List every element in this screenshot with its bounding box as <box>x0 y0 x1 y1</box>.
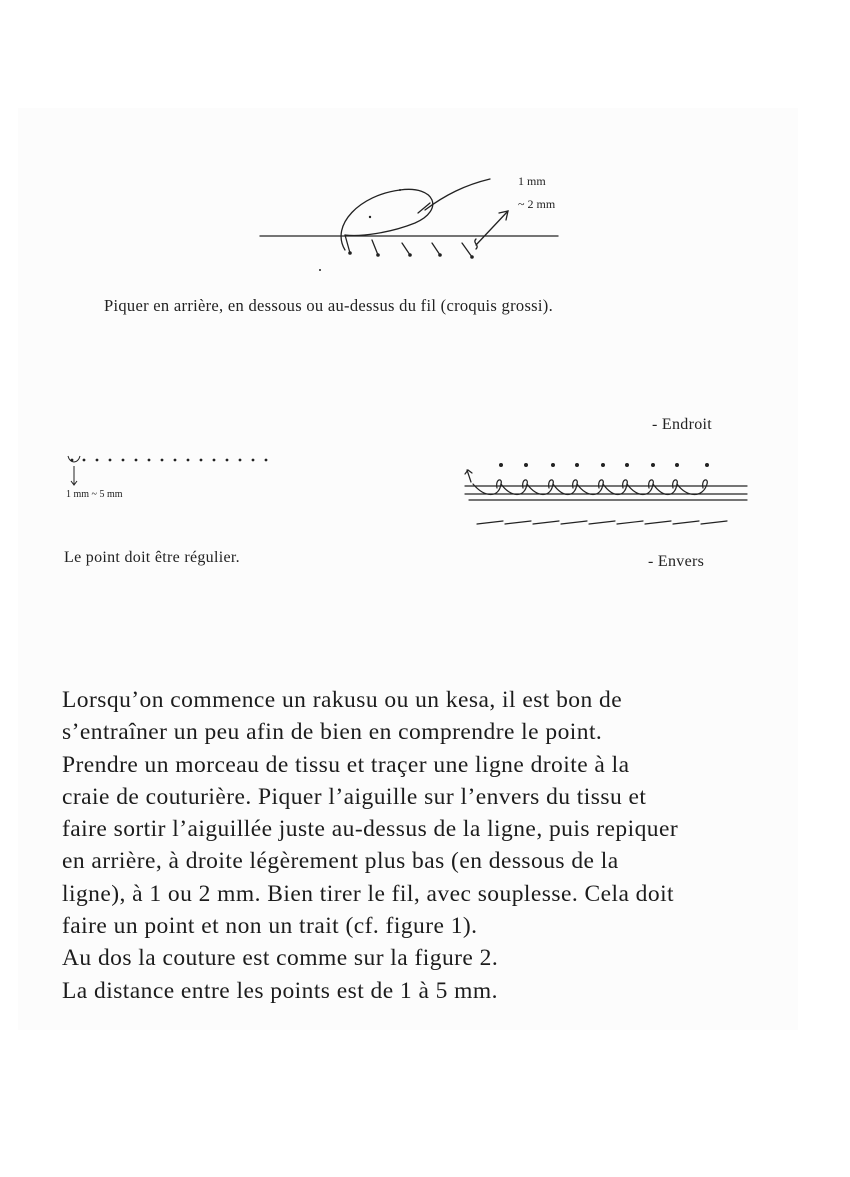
figure-3-label-back: - Envers <box>648 553 705 570</box>
figure-3-front-back-stitch-sketch <box>455 448 755 538</box>
instructions-paragraph <box>62 684 774 1007</box>
figure-1-label-2mm: ~ 2 mm <box>518 197 556 211</box>
text-line: s’entraîner un peu afin de bien en comprendre le point. <box>62 719 603 746</box>
text-line: Au dos la couture est comme sur la figure 2. <box>62 945 499 972</box>
text-line: faire sortir l’aiguillée juste au-dessus de la ligne, puis repiquer <box>62 816 679 843</box>
text-line: ligne), à 1 ou 2 mm. Bien tirer le fil, avec souplesse. Cela doit <box>62 880 675 907</box>
figure-1-backstitch-sketch <box>250 165 580 275</box>
text-line: Lorsqu’on commence un rakusu ou un kesa, il est bon de <box>62 687 623 713</box>
figure-3-label-front: - Endroit <box>652 416 713 433</box>
figure-1-caption: Piquer en arrière, en dessous ou au-dessus du fil (croquis grossi). <box>104 296 554 315</box>
text-line: Prendre un morceau de tissu et traçer une ligne droite à la <box>62 751 630 778</box>
figure-2-dotted-stitch-line <box>58 448 288 508</box>
text-line: craie de couturière. Piquer l’aiguille sur l’envers du tissu et <box>62 783 647 810</box>
figure-2-caption: Le point doit être régulier. <box>64 549 240 566</box>
text-line: en arrière, à droite légèrement plus bas (en dessous de la <box>62 848 619 875</box>
text-line: La distance entre les points est de 1 à 5 mm. <box>62 977 498 1004</box>
figure-2-spacing-label: 1 mm ~ 5 mm <box>66 489 123 500</box>
figure-1-label-1mm: 1 mm <box>518 174 546 188</box>
text-line: faire un point et non un trait (cf. figure 1). <box>62 913 478 940</box>
